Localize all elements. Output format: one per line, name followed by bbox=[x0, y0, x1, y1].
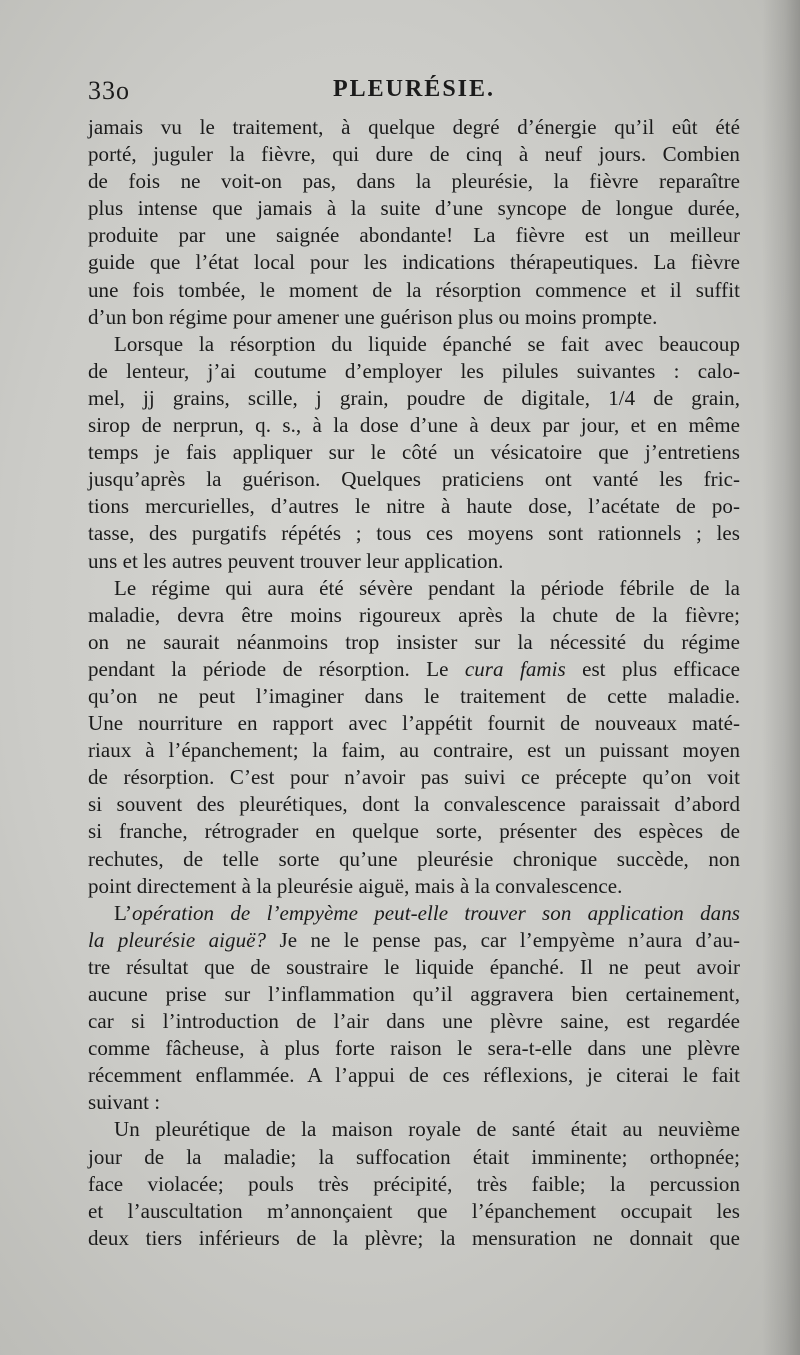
text-line bbox=[88, 249, 740, 276]
text-line bbox=[88, 304, 740, 331]
text-segment: de résorption. C’est pour n’avoir pas suivi ce précepte qu’on voit bbox=[88, 765, 740, 790]
text-segment: maladie, devra être moins rigoureux après la chute de la fièvre; bbox=[88, 602, 740, 627]
text-line bbox=[88, 710, 740, 737]
text-segment: produite par une saignée abondante! La fièvre est un meilleur bbox=[88, 223, 740, 248]
text-line bbox=[88, 385, 740, 412]
text-segment: suivant : bbox=[88, 1090, 161, 1115]
text-line bbox=[88, 900, 740, 927]
text-line bbox=[88, 656, 740, 683]
text-segment: porté, juguler la fièvre, qui dure de cinq à neuf jours. Combien bbox=[88, 142, 740, 167]
italic-text: opération de l’empyème peut-elle trouver son application dans bbox=[132, 900, 740, 925]
text-segment: tasse, des purgatifs répétés ; tous ces moyens sont rationnels ; les bbox=[88, 521, 740, 546]
text-line bbox=[88, 1225, 740, 1252]
text-line bbox=[88, 493, 740, 520]
text-line bbox=[88, 439, 740, 466]
text-segment: Un pleurétique de la maison royale de santé était au neuvième bbox=[114, 1117, 740, 1142]
text-segment: jamais vu le traitement, à quelque degré d’énergie qu’il eût été bbox=[88, 115, 740, 139]
text-line bbox=[88, 141, 740, 168]
text-line bbox=[88, 1198, 740, 1225]
text-line bbox=[88, 1008, 740, 1035]
text-segment: pendant la période de résorption. Le bbox=[88, 656, 465, 681]
paragraph bbox=[88, 114, 740, 331]
text-line bbox=[88, 575, 740, 602]
text-segment: comme fâcheuse, à plus forte raison le sera-t-elle dans une plèvre bbox=[88, 1036, 740, 1061]
paragraph bbox=[88, 575, 740, 900]
italic-text: cura famis bbox=[464, 656, 566, 681]
paragraph bbox=[88, 331, 740, 575]
running-head bbox=[88, 72, 740, 112]
text-line bbox=[88, 466, 740, 493]
text-line bbox=[88, 737, 740, 764]
text-segment: jour de la maladie; la suffocation était imminente; orthopnée; bbox=[88, 1144, 740, 1169]
text-line bbox=[88, 358, 740, 385]
text-segment: de lenteur, j’ai coutume d’employer les pilules suivantes : calo- bbox=[88, 358, 740, 383]
text-segment: mel, jj grains, scille, j grain, poudre de digitale, 1/4 de grain, bbox=[88, 385, 740, 410]
text-segment: guide que l’état local pour les indications thérapeutiques. La fièvre bbox=[88, 250, 740, 275]
text-line bbox=[88, 683, 740, 710]
text-segment: tre résultat que de soustraire le liquide épanché. Il ne peut avoir bbox=[88, 954, 740, 979]
text-line bbox=[88, 1116, 740, 1143]
text-line bbox=[88, 195, 740, 222]
text-line bbox=[88, 168, 740, 195]
text-segment: face violacée; pouls très précipité, très faible; la percussion bbox=[88, 1171, 740, 1196]
text-line bbox=[88, 873, 740, 900]
text-segment: L’ bbox=[114, 900, 132, 925]
text-line bbox=[88, 548, 740, 575]
text-segment: si souvent des pleurétiques, dont la convalescence paraissait d’abord bbox=[88, 792, 740, 817]
text-segment: aucune prise sur l’inflammation qu’il aggravera bien certainement, bbox=[88, 982, 740, 1006]
text-line bbox=[88, 222, 740, 249]
text-segment: tions mercurielles, d’autres le nitre à haute dose, l’acétate de po- bbox=[88, 494, 740, 519]
paragraph bbox=[88, 900, 740, 1117]
text-segment: deux tiers inférieurs de la plèvre; la mensuration ne donnait que bbox=[88, 1225, 740, 1250]
running-title: PLEURÉSIE. bbox=[332, 76, 496, 102]
text-line bbox=[88, 277, 740, 304]
text-line bbox=[88, 1035, 740, 1062]
text-line bbox=[88, 846, 740, 873]
text-segment: temps je fais appliquer sur le côté un vésicatoire que j’entretiens bbox=[88, 440, 740, 465]
text-segment: riaux à l’épanchement; la faim, au contraire, est un puissant moyen bbox=[88, 738, 740, 763]
text-line bbox=[88, 764, 740, 791]
body-text bbox=[88, 114, 740, 1252]
text-line bbox=[88, 818, 740, 845]
text-line bbox=[88, 981, 740, 1008]
text-line bbox=[88, 114, 740, 141]
text-segment: Je ne le pense pas, car l’empyème n’aura d’au- bbox=[266, 927, 741, 952]
text-line bbox=[88, 412, 740, 439]
text-line bbox=[88, 1144, 740, 1171]
page-edge-shadow bbox=[762, 0, 800, 1355]
text-segment: si franche, rétrograder en quelque sorte, présenter des espèces de bbox=[88, 819, 740, 844]
text-segment: est plus efficace bbox=[565, 656, 741, 681]
text-line bbox=[88, 1062, 740, 1089]
text-segment: plus intense que jamais à la suite d’une syncope de longue durée, bbox=[88, 196, 740, 221]
text-line bbox=[88, 927, 740, 954]
text-segment: d’un bon régime pour amener une guérison plus ou moins prompte. bbox=[88, 304, 658, 329]
text-segment: sirop de nerprun, q. s., à la dose d’une à deux par jour, et en même bbox=[88, 413, 740, 438]
italic-text: la pleurésie aiguë? bbox=[88, 927, 267, 952]
text-segment: jusqu’après la guérison. Quelques praticiens ont vanté les fric- bbox=[88, 467, 740, 492]
text-line bbox=[88, 1171, 740, 1198]
text-segment: on ne saurait néanmoins trop insister sur la nécessité du régime bbox=[88, 629, 740, 654]
text-segment: uns et les autres peuvent trouver leur application. bbox=[88, 548, 504, 573]
text-segment: car si l’introduction de l’air dans une plèvre saine, est regardée bbox=[88, 1009, 740, 1034]
text-line bbox=[88, 331, 740, 358]
text-line bbox=[88, 954, 740, 981]
paragraph bbox=[88, 1116, 740, 1251]
text-segment: Lorsque la résorption du liquide épanché se fait avec beaucoup bbox=[114, 331, 740, 356]
text-segment: qu’on ne peut l’imaginer dans le traitement de cette maladie. bbox=[88, 683, 740, 708]
text-segment: point directement à la pleurésie aiguë, mais à la convalescence. bbox=[88, 873, 623, 898]
text-segment: et l’auscultation m’annonçaient que l’épanchement occupait les bbox=[88, 1198, 740, 1223]
text-segment: Une nourriture en rapport avec l’appétit fournit de nouveaux maté- bbox=[88, 711, 740, 736]
text-segment: une fois tombée, le moment de la résorption commence et il suffit bbox=[88, 277, 740, 302]
text-line bbox=[88, 791, 740, 818]
text-line bbox=[88, 1089, 740, 1116]
text-segment: Le régime qui aura été sévère pendant la période fébrile de la bbox=[114, 575, 740, 600]
text-line bbox=[88, 520, 740, 547]
text-segment: de fois ne voit-on pas, dans la pleurésie, la fièvre reparaître bbox=[88, 169, 740, 194]
text-segment: récemment enflammée. A l’appui de ces réflexions, je citerai le fait bbox=[88, 1063, 740, 1088]
text-line bbox=[88, 602, 740, 629]
text-line bbox=[88, 629, 740, 656]
text-segment: rechutes, de telle sorte qu’une pleurésie chronique succède, non bbox=[88, 846, 740, 871]
page-number: 33o bbox=[88, 76, 130, 105]
